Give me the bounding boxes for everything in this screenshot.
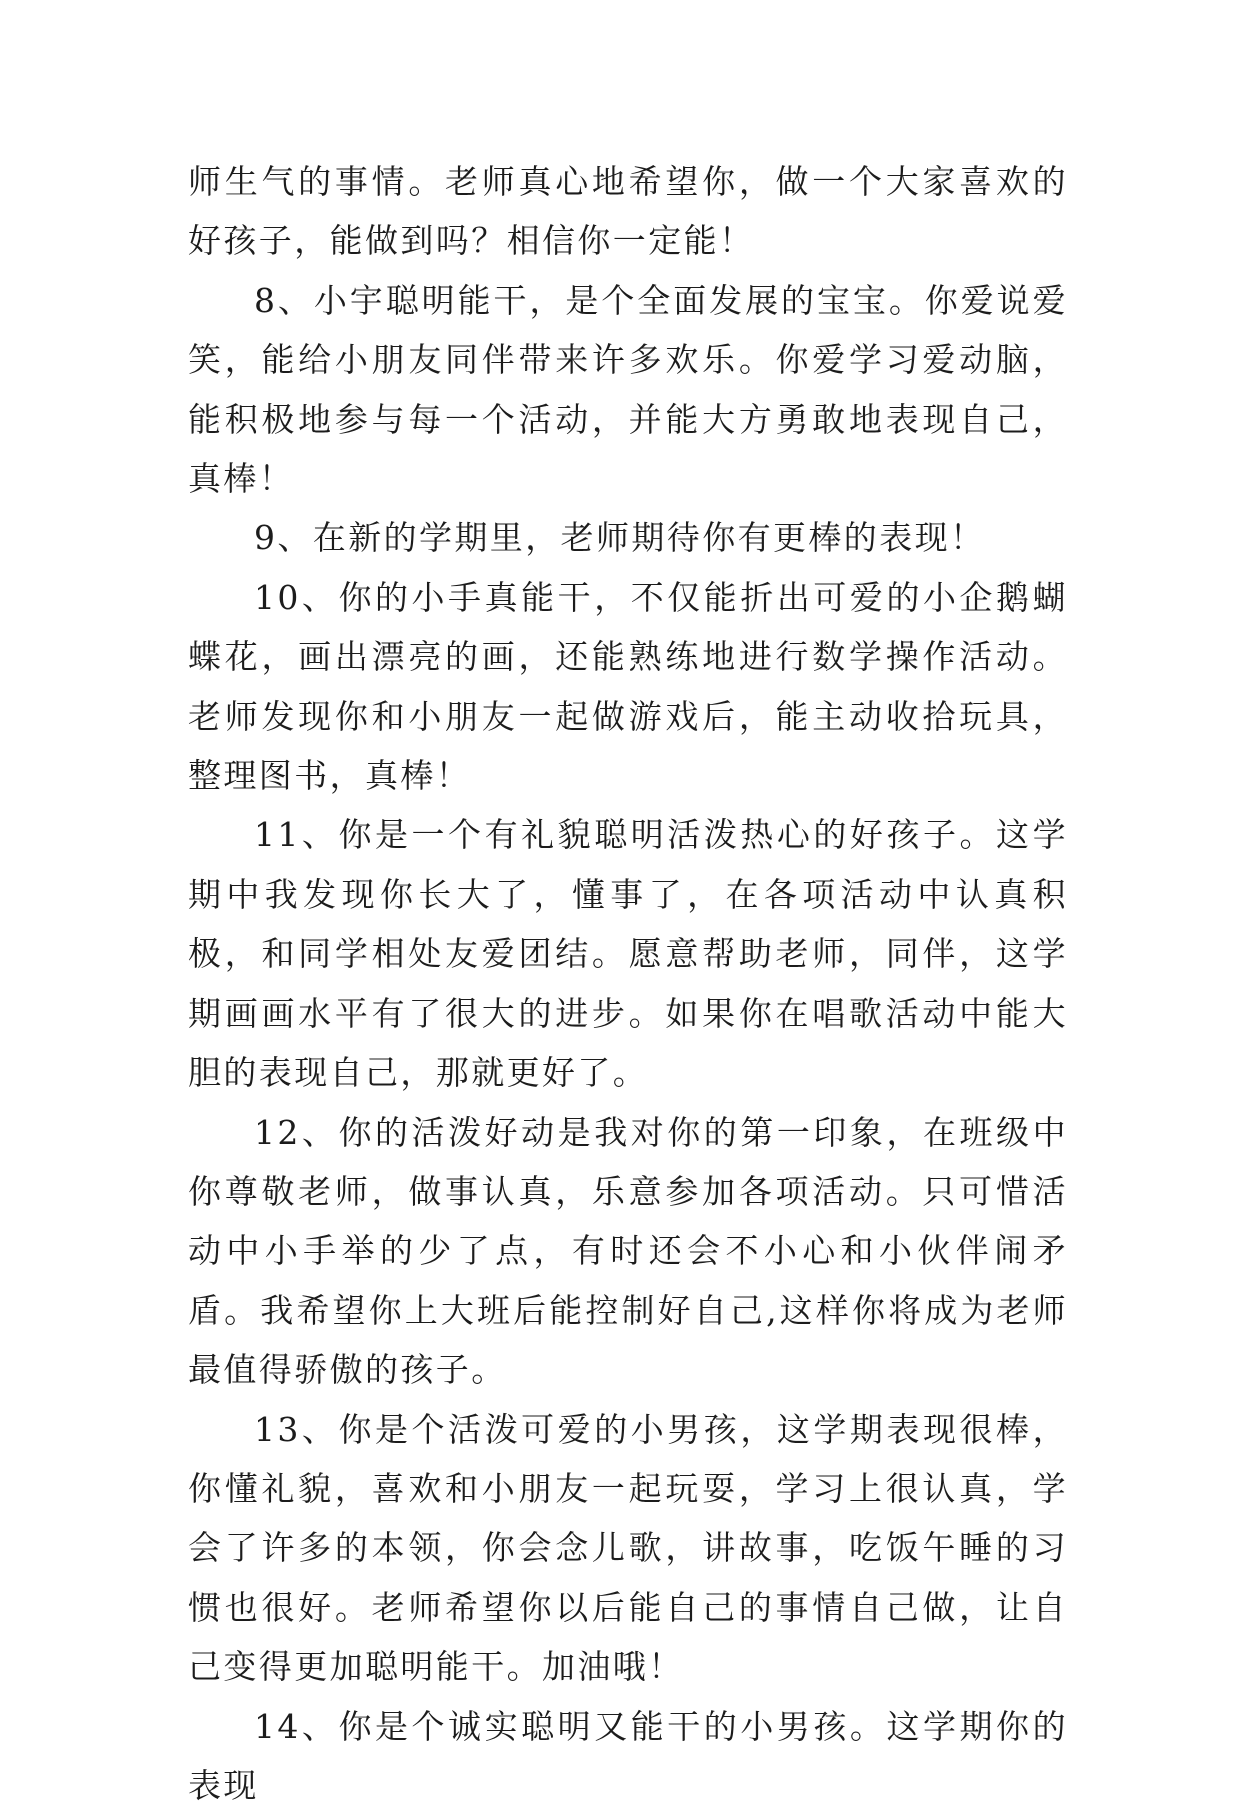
paragraph-item-12: 12、你的活泼好动是我对你的第一印象，在班级中你尊敬老师，做事认真，乐意参加各项活动。只可惜活动中小手举的少了点，有时还会不小心和小伙伴闹矛盾。我希望你上大班后能控制好自己,这样你将成为老师最值得骄傲的孩子。	[188, 1112, 1068, 1390]
paragraph-item-13: 13、你是个活泼可爱的小男孩，这学期表现很棒，你懂礼貌，喜欢和小朋友一起玩耍，学习上很认真，学会了许多的本领，你会念儿歌，讲故事，吃饭午睡的习惯也很好。老师希望你以后能自己的事情自己做，让自己变得更加聪明能干。加油哦！	[188, 1409, 1068, 1687]
paragraph-item-11: 11、你是一个有礼貌聪明活泼热心的好孩子。这学期中我发现你长大了，懂事了，在各项活动中认真积极，和同学相处友爱团结。愿意帮助老师，同伴，这学期画画水平有了很大的进步。如果你在唱歌活动中能大胆的表现自己，那就更好了。	[188, 815, 1068, 1093]
paragraph-item-14: 14、你是个诚实聪明又能干的小男孩。这学期你的表现	[188, 1706, 1068, 1805]
paragraph-continuation: 师生气的事情。老师真心地希望你，做一个大家喜欢的好孩子，能做到吗？相信你一定能！	[188, 162, 1068, 261]
paragraph-item-9: 9、在新的学期里，老师期待你有更棒的表现！	[254, 518, 986, 558]
document-body	[188, 152, 1068, 1815]
paragraph-item-10: 10、你的小手真能干，不仅能折出可爱的小企鹅蝴蝶花，画出漂亮的画，还能熟练地进行数学操作活动。老师发现你和小朋友一起做游戏后，能主动收拾玩具，整理图书，真棒！	[188, 577, 1068, 796]
paragraph-item-8: 8、小宇聪明能干，是个全面发展的宝宝。你爱说爱笑，能给小朋友同伴带来许多欢乐。你爱学习爱动脑，能积极地参与每一个活动，并能大方勇敢地表现自己，真棒！	[188, 280, 1068, 499]
